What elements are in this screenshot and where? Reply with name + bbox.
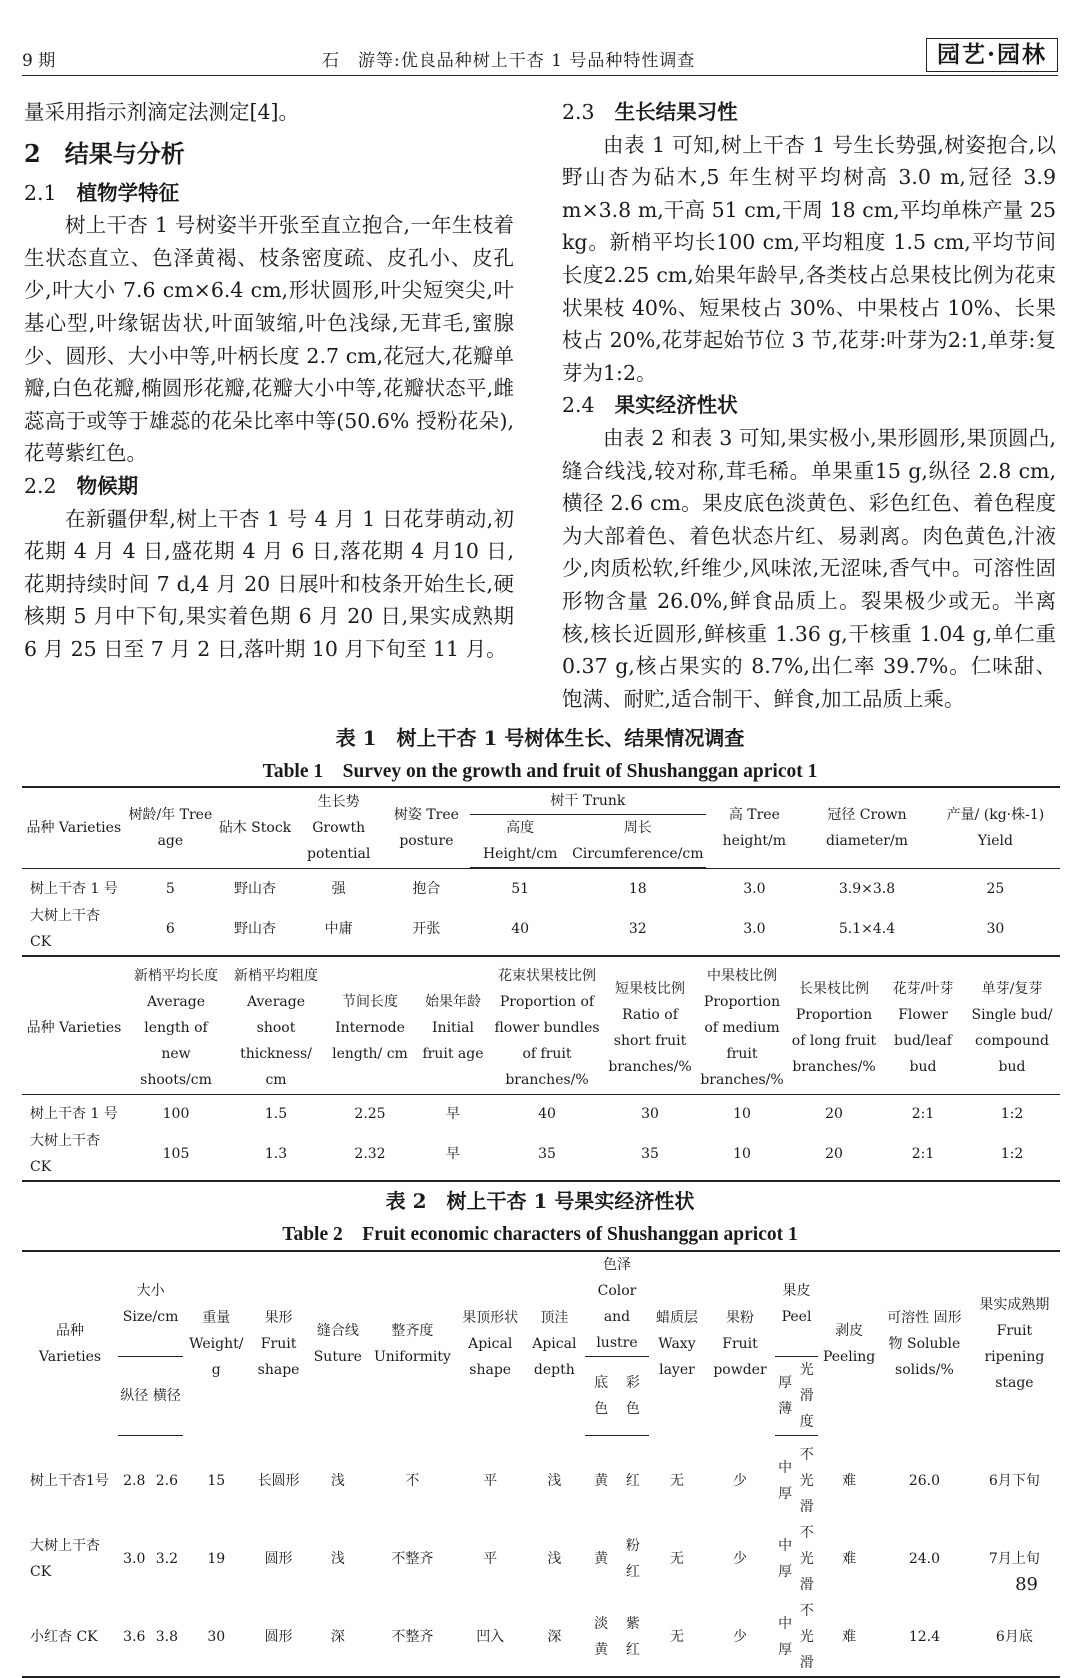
table-cell: 难 [842, 1629, 857, 1645]
table-cell: 40 [511, 920, 530, 937]
table-cell: 浅 [547, 1472, 562, 1489]
row-variety: 树上干杏 1 号 [30, 1106, 118, 1123]
table-cell: 早 [446, 1146, 460, 1162]
th-variety: 品种 Varieties [38, 1322, 102, 1365]
column-header: 单芽/复芽 Single bud/ compound bud [964, 962, 1060, 1094]
table-cell: 20 [825, 1146, 843, 1162]
th-trunk-height: 高度 Height/cm [470, 815, 570, 868]
table-cell: 不光滑 [799, 1447, 814, 1515]
subsection-title: 植物学特征 [76, 180, 180, 205]
paragraph: 在新疆伊犁,树上干杏 1 号 4 月 1 日花芽萌动,初花期 4 月 4 日,盛花期 4 月 6 日,落花期 4 月10 日,花期持续时间 7 d,4 月 20 日展叶和枝条开始生长,硬核期 5 月中下旬,果实着色期 6 月 20 日,果实成熟期 6 月 25 日至 7 月 2 日,落叶期 10 月下旬至 11 月。 [24, 506, 514, 661]
table-cell: 强 [331, 880, 346, 897]
table1-caption-cn: 表 1 树上干杏 1 号树体生长、结果情况调查 [335, 726, 745, 750]
table-cell: 32 [628, 920, 647, 937]
table-cell: 圆形 [264, 1551, 293, 1567]
table-cell: 2.25 [354, 1106, 386, 1123]
table-cell: 粉红 [625, 1538, 640, 1580]
table-cell: 6 [165, 920, 175, 937]
table-cell: 黄 [594, 1473, 609, 1489]
table-cell: 2:1 [911, 1146, 935, 1162]
table-cell: 少 [733, 1551, 747, 1567]
table-cell: 黄 [594, 1551, 609, 1567]
table-cell: 难 [842, 1472, 857, 1489]
column-header: 长果枝比例 Proportion of long fruit branches/% [786, 962, 882, 1094]
right-column [562, 96, 1056, 715]
table-row [22, 1128, 1060, 1181]
table-row [22, 1598, 1060, 1677]
table-cell: 12.4 [908, 1629, 940, 1645]
running-header [22, 38, 1058, 76]
table-cell: 无 [669, 1472, 684, 1489]
table-row [22, 903, 1060, 956]
th-tree-height: 高 Tree height/m [722, 806, 787, 849]
subsection-heading [24, 177, 514, 210]
paragraph: 量采用指示剂滴定法测定[4]。 [24, 100, 300, 124]
th-peel-smooth: 光滑度 [795, 1357, 818, 1436]
table-cell: 2:1 [911, 1106, 935, 1123]
paragraph: 由表 2 和表 3 可知,果实极小,果形圆形,果顶圆凸,缝合线浅,较对称,茸毛稀。单果重15 g,纵径 2.8 cm,横径 2.6 cm。果皮底色淡黄色、彩色红色、着色程度为大部着色、着色状态片红、易剥离。肉色黄色,汁液少,肉质松软,纤维少,风味浓,无涩味,香气中。可溶性固形物含量 26.0%,鲜食品质上。裂果极少或无。半离核,核长近圆形,鲜核重 1.36 g,干核重 1.04 g,单仁重 0.37 g,核占果实的 8.7%,出仁率 39.7%。仁味甜、饱满、耐贮,适合制干、鲜食,加工品质上乘。 [562, 425, 1056, 711]
table2 [22, 1250, 1060, 1678]
subsection-title: 生长结果习性 [614, 100, 738, 124]
table-cell: 3.8 [155, 1629, 178, 1645]
table-cell: 抱合 [412, 880, 441, 897]
column-header: 短果枝比例 Ratio of short fruit branches/% [602, 962, 698, 1094]
th-posture: 树姿 Tree posture [393, 806, 459, 849]
column-header: 品种 Varieties [22, 962, 126, 1094]
table-row [22, 1436, 1060, 1521]
table-cell: 圆形 [264, 1629, 293, 1645]
table-cell: 平 [483, 1551, 498, 1567]
table-cell: 105 [162, 1146, 190, 1162]
paragraph: 树上干杏 1 号树姿半开张至直立抱合,一年生枝着生状态直立、色泽黄褐、枝条密度疏、皮孔小、皮孔少,叶大小 7.6 cm×6.4 cm,形状圆形,叶尖短突尖,叶基心型,叶缘锯齿状,叶面皱缩,叶色浅绿,无茸毛,蜜腺少、圆形、大小中等,叶柄长度 2.7 cm,花冠大,花瓣单瓣,白色花瓣,椭圆形花瓣,花瓣大小中等,花瓣状态平,雌蕊高于或等于雄蕊的花朵比率中等(50.6% 授粉花朵),花萼紫红色。 [24, 213, 514, 466]
table-cell: 20 [825, 1106, 843, 1123]
table-row [22, 1094, 1060, 1128]
table-cell: 3.9×3.8 [838, 880, 896, 897]
table-cell: 淡黄 [594, 1616, 609, 1658]
subsection-heading [562, 389, 1056, 422]
th-apical-depth: 顶洼 Apical depth [532, 1309, 577, 1378]
table-cell: 6月下旬 [988, 1472, 1040, 1489]
table-row [22, 869, 1060, 903]
table-cell: 无 [669, 1551, 684, 1567]
subsection-heading [562, 96, 1056, 129]
section-label: 园艺·园林 [926, 38, 1058, 72]
th-color-ground: 底色 [585, 1357, 617, 1436]
table-cell: 25 [986, 880, 1005, 897]
running-title: 石 游等:优良品种树上干杏 1 号品种特性调查 [322, 51, 696, 71]
th-growth: 生长势 Growth potential [307, 793, 371, 862]
th-size-trans: 横径 [151, 1357, 184, 1436]
table-cell: 无 [669, 1629, 684, 1645]
row-variety: 大树上干杏 CK [30, 1538, 100, 1580]
issue-number: 9 期 [22, 51, 56, 71]
table-cell: 不 [405, 1472, 420, 1489]
th-suture: 缝合线 Suture [313, 1322, 362, 1365]
table-cell: 26.0 [908, 1472, 940, 1489]
table-cell: 1:2 [1000, 1106, 1024, 1123]
table-cell: 1:2 [1000, 1146, 1024, 1162]
table-cell: 100 [162, 1106, 190, 1123]
table-cell: 2.32 [354, 1146, 386, 1162]
th-yield: 产量/ (kg·株-1) Yield [946, 806, 1045, 849]
table-cell: 红 [625, 1473, 640, 1489]
subsection-number: 2.1 [24, 180, 57, 205]
th-color: 色泽 Color and lustre [585, 1251, 649, 1357]
th-trunk-circumference: 周长 Circumference/cm [570, 815, 705, 868]
table-cell: 19 [207, 1551, 226, 1567]
th-ripening: 果实成熟期 Fruit ripening stage [979, 1296, 1050, 1391]
table-cell: 不光滑 [799, 1525, 814, 1593]
row-variety: 大树上干杏 CK [30, 1133, 100, 1175]
row-variety: 树上干杏 1 号 [30, 880, 118, 897]
th-color-over: 彩色 [617, 1357, 649, 1436]
left-column [24, 96, 514, 666]
column-header: 始果年龄 Initial fruit age [414, 962, 492, 1094]
th-apical-shape: 果顶形状 Apical shape [462, 1309, 519, 1378]
table-cell: 3.0 [743, 920, 766, 937]
table-cell: 24.0 [908, 1551, 940, 1567]
column-header: 新梢平均长度 Average length of new shoots/cm [126, 962, 226, 1094]
table-cell: 30 [986, 920, 1005, 937]
table-cell: 野山杏 [233, 880, 276, 897]
column-header: 中果枝比例 Proportion of medium fruit branches/% [698, 962, 786, 1094]
th-trunk: 树干 Trunk [470, 787, 705, 815]
table-cell: 少 [733, 1472, 747, 1489]
table-cell: 3.0 [743, 880, 766, 897]
column-header: 节间长度 Internode length/ cm [326, 962, 414, 1094]
table-cell: 2.6 [155, 1473, 178, 1489]
th-soluble: 可溶性 固形物 Soluble solids/% [887, 1309, 962, 1378]
th-size-long: 纵径 [118, 1357, 151, 1436]
table-cell: 35 [538, 1146, 556, 1162]
subsection-number: 2.3 [562, 100, 595, 124]
table-cell: 51 [511, 880, 530, 897]
table-cell: 3.6 [123, 1629, 146, 1645]
table-cell: 难 [842, 1551, 857, 1567]
table-cell: 深 [547, 1629, 562, 1645]
table-cell: 5.1×4.4 [838, 920, 896, 937]
table1-part2 [22, 962, 1060, 1182]
table-cell: 35 [641, 1146, 659, 1162]
page-number: 89 [1015, 1574, 1038, 1595]
th-waxy: 蜡质层 Waxy layer [655, 1309, 698, 1378]
th-peel: 果皮 Peel [775, 1251, 818, 1357]
section-heading: 2 结果与分析 [24, 138, 185, 168]
table-cell: 不光滑 [799, 1603, 814, 1671]
table-cell: 浅 [330, 1551, 345, 1567]
th-crown: 冠径 Crown diameter/m [826, 806, 908, 849]
table-cell: 中厚 [778, 1538, 793, 1580]
table-cell: 早 [446, 1106, 460, 1123]
column-header: 新梢平均粗度 Average shoot thickness/ cm [226, 962, 326, 1094]
th-shape: 果形 Fruit shape [257, 1309, 300, 1378]
column-header: 花芽/叶芽 Flower bud/leaf bud [882, 962, 964, 1094]
subsection-title: 果实经济性状 [614, 393, 738, 418]
table-cell: 开张 [412, 920, 441, 937]
table-cell: 不整齐 [391, 1629, 434, 1645]
table-cell: 凹入 [476, 1629, 505, 1645]
table-cell: 不整齐 [391, 1551, 434, 1567]
th-tree-age: 树龄/年 Tree age [128, 806, 213, 849]
th-uniformity: 整齐度 Uniformity [373, 1322, 451, 1365]
table-cell: 40 [538, 1106, 556, 1123]
subsection-number: 2.2 [24, 473, 57, 498]
table-cell: 30 [207, 1629, 226, 1645]
table-cell: 10 [733, 1146, 751, 1162]
table-cell: 紫红 [625, 1616, 640, 1658]
table-cell: 18 [628, 880, 647, 897]
table-cell: 中厚 [778, 1460, 793, 1502]
table-cell: 野山杏 [233, 920, 276, 937]
th-weight: 重量 Weight/ g [189, 1309, 244, 1378]
table-cell: 10 [733, 1106, 751, 1123]
table-cell: 2.8 [123, 1473, 146, 1489]
th-powder: 果粉 Fruit powder [713, 1309, 767, 1378]
th-size: 大小 Size/cm [118, 1251, 183, 1357]
row-variety: 树上干杏1号 [30, 1472, 109, 1489]
table-cell: 平 [483, 1472, 498, 1489]
table-cell: 中厚 [778, 1616, 793, 1658]
table-cell: 长圆形 [257, 1472, 300, 1489]
table-cell: 浅 [547, 1551, 562, 1567]
subsection-heading [24, 470, 514, 503]
row-variety: 小红杏 CK [30, 1629, 98, 1645]
table-cell: 深 [330, 1629, 345, 1645]
table-cell: 3.0 [123, 1551, 146, 1567]
table-cell: 3.2 [155, 1551, 178, 1567]
th-variety: 品种 Varieties [26, 819, 122, 836]
th-peeling: 剥皮 Peeling [822, 1322, 876, 1365]
paragraph: 由表 1 可知,树上干杏 1 号生长势强,树姿抱合,以野山杏为砧木,5 年生树平均树高 3.0 m,冠径 3.9 m×3.8 m,干高 51 cm,干周 18 cm,平均单株产量 25 kg。新梢平均长100 cm,平均粗度 1.5 cm,平均节间长度2.25 cm,始果年龄早,各类枝占总果枝比例为花束状果枝 40%、短果枝占 30%、中果枝占 10%、长果枝占 20%,花芽起始节位 3 节,花芽:叶芽为2:1,单芽:复芽为1:2。 [562, 132, 1056, 385]
table-cell: 少 [733, 1629, 747, 1645]
table-cell: 6月底 [995, 1629, 1033, 1645]
table-cell: 1.3 [264, 1146, 288, 1162]
column-header: 花束状果枝比例 Proportion of flower bundles of fruit branches/% [492, 962, 602, 1094]
table-cell: 1.5 [264, 1106, 288, 1123]
subsection-number: 2.4 [562, 393, 595, 418]
table-cell: 中庸 [324, 920, 353, 937]
row-variety: 大树上干杏 CK [30, 907, 100, 950]
table-cell: 15 [207, 1472, 226, 1489]
table-cell: 5 [165, 880, 175, 897]
table-cell: 浅 [330, 1472, 345, 1489]
table-row [22, 1520, 1060, 1598]
table2-caption-cn: 表 2 树上干杏 1 号果实经济性状 [385, 1189, 695, 1213]
table2-caption-en: Table 2 Fruit economic characters of Shushanggan apricot 1 [282, 1224, 798, 1245]
table1-part1 [22, 786, 1060, 957]
table-cell: 7月上旬 [988, 1551, 1040, 1567]
subsection-title: 物候期 [76, 473, 139, 498]
th-peel-thick: 厚薄 [775, 1357, 795, 1436]
th-stock: 砧木 Stock [218, 819, 292, 836]
table-cell: 30 [641, 1106, 659, 1123]
table1-caption-en: Table 1 Survey on the growth and fruit of Shushanggan apricot 1 [262, 761, 818, 782]
